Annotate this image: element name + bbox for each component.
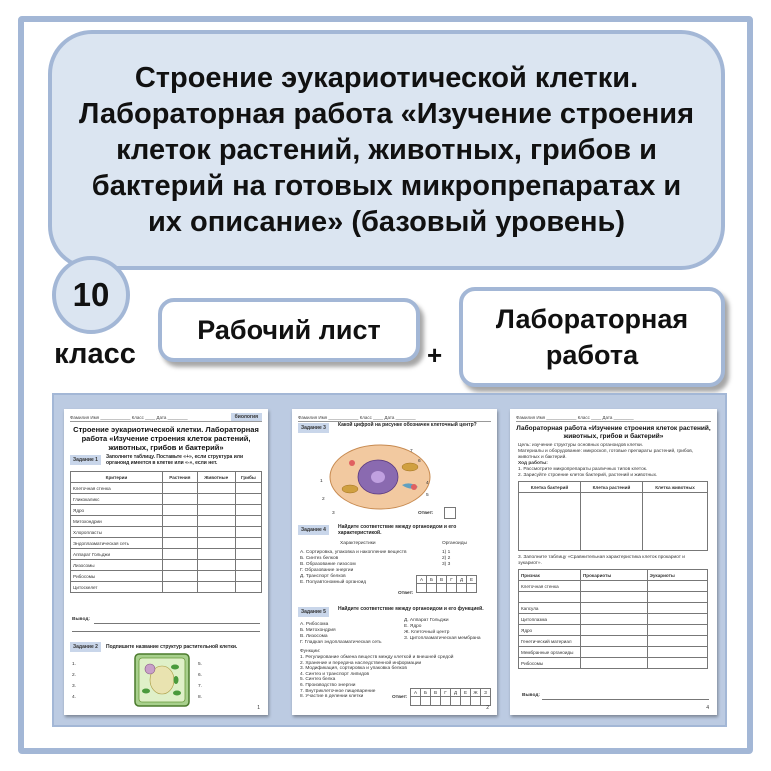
- table-cell: Мембранные органоиды: [519, 647, 581, 658]
- list-item: Г. Гладкая эндоплазматическая сеть: [300, 640, 382, 645]
- grid-cell: [451, 697, 461, 706]
- answer-label: Ответ:: [398, 591, 414, 596]
- table-cell: [235, 582, 261, 593]
- characteristics-list: [300, 550, 430, 586]
- grid-cell: [441, 697, 451, 706]
- table-cell: [235, 483, 261, 494]
- table-row: [519, 625, 708, 636]
- grid-cell: [457, 584, 467, 593]
- table-cell: [647, 647, 707, 658]
- table-cell: Митохондрии: [71, 516, 163, 527]
- task-label: Задание 3: [298, 423, 329, 433]
- figure-number: 4: [426, 481, 429, 486]
- grid-letter: В: [431, 689, 441, 697]
- table-header: Растения: [163, 472, 198, 483]
- table-cell: [647, 636, 707, 647]
- table-row: [411, 689, 491, 697]
- table-row: [519, 636, 708, 647]
- table-cell: [235, 516, 261, 527]
- table-cell: [647, 614, 707, 625]
- page-title: Лабораторная работа «Изучение строения клеток растений, животных, грибов и бактерий»: [516, 425, 711, 440]
- list-item: 1. Регулирование обмена веществ между клеткой и внешней средой: [300, 655, 454, 660]
- table-header: Клетка животных: [643, 482, 708, 493]
- table-cell: Цитоплазма: [519, 614, 581, 625]
- list-item: 4. Синтез и транспорт липидов: [300, 671, 370, 677]
- list-item: 6. Производство энергии: [300, 682, 356, 688]
- list-item: 5. Синтез белка: [300, 677, 336, 683]
- organoids-right: [404, 618, 490, 642]
- table-cell: [197, 516, 235, 527]
- figure-number: 3: [332, 511, 335, 516]
- list-item: 3.: [72, 684, 77, 689]
- functions-title: Функции:: [300, 649, 321, 654]
- table-row: [71, 505, 262, 516]
- grid-cell: [437, 584, 447, 593]
- labels-left: [72, 659, 76, 703]
- list-item: Д. Транспорт белков: [300, 574, 346, 579]
- answer-line: [72, 631, 260, 632]
- list-item: 2) 2: [442, 556, 451, 561]
- figure-number: 2: [322, 497, 325, 502]
- table-cell: [647, 658, 707, 669]
- table-cell: [581, 614, 648, 625]
- list-item: 2. Хранение и передача наследственной информации: [300, 660, 422, 666]
- table-cell: [581, 625, 648, 636]
- table-row: [71, 582, 262, 593]
- answer-grid: [416, 575, 477, 593]
- list-item: 5.: [198, 662, 203, 667]
- page-number: 1: [257, 705, 260, 711]
- grid-cell: [471, 697, 481, 706]
- task-text: Найдите соответствие между органоидом и его функцией.: [338, 606, 484, 612]
- list-item: 3) 3: [442, 562, 451, 567]
- table-row: [519, 614, 708, 625]
- grid-letter: Б: [421, 689, 431, 697]
- page-header: Фамилия Имя ____________ Класс ____ Дата ________: [516, 415, 711, 422]
- progress-title: Ход работы:: [518, 461, 548, 466]
- list-item: Б. Синтез белков: [300, 556, 339, 561]
- table-cell: [197, 560, 235, 571]
- table-header: Животные: [197, 472, 235, 483]
- grid-cell: [461, 697, 471, 706]
- column-header: Характеристики: [340, 541, 376, 546]
- table-cell: Лизосомы: [71, 560, 163, 571]
- table-row: [519, 658, 708, 669]
- table-cell: [163, 582, 198, 593]
- table-cell: [197, 571, 235, 582]
- table-header: Прокариоты: [581, 570, 648, 581]
- list-item: 2. Зарисуйте строение клеток бактерий, растений и животных.: [518, 473, 658, 478]
- grid-cell: [411, 697, 421, 706]
- grid-cell: [467, 584, 477, 593]
- answer-label: Ответ:: [418, 511, 434, 516]
- table-row: [71, 549, 262, 560]
- table-row: [71, 560, 262, 571]
- list-item: З. Цитоплазматическая мембрана: [404, 636, 481, 641]
- table-cell: [647, 625, 707, 636]
- table-cell: Клеточная стенка: [71, 483, 163, 494]
- table-cell: [163, 505, 198, 516]
- table-header: Клетка растений: [580, 482, 642, 493]
- table-cell: [647, 592, 707, 603]
- conclusion-label: Вывод:: [72, 617, 90, 622]
- title-panel: [48, 30, 725, 270]
- figure-numbers: [314, 439, 444, 517]
- plus-sign: +: [427, 340, 443, 370]
- task-label: Задание 4: [298, 525, 329, 535]
- table-cell: Рибосомы: [519, 658, 581, 669]
- answer-line: [94, 623, 260, 624]
- table-cell: Эндоплазматическая сеть: [71, 538, 163, 549]
- materials-text: Материалы и оборудование: микроскоп, готовые препараты растений, грибов, животных и бактерий.: [518, 449, 694, 460]
- table-cell: [163, 527, 198, 538]
- answer-label: Ответ:: [392, 695, 408, 700]
- list-item: 4.: [72, 695, 77, 700]
- grid-letter: А: [411, 689, 421, 697]
- table-cell: [235, 571, 261, 582]
- task-label: Задание 2: [70, 642, 101, 652]
- grid-letter: Д: [457, 576, 467, 584]
- task-text: Подпишите название структур растительной клетки.: [106, 644, 238, 650]
- table-cell: [163, 560, 198, 571]
- list-item: 1) 1: [442, 550, 451, 555]
- list-item: 1.: [72, 662, 77, 667]
- task-text: Какой цифрой на рисунке обозначен клеточный центр?: [338, 422, 477, 428]
- organoids-left: [300, 622, 382, 646]
- grid-cell: [447, 584, 457, 593]
- table-cell: [647, 581, 707, 592]
- table-cell: [581, 581, 648, 592]
- table-row: [417, 576, 477, 584]
- figure-number: 6: [418, 459, 421, 464]
- list-item: Е. Ядро: [404, 624, 422, 629]
- step-text: 3. Заполните таблицу «Сравнительная характеристика клеток прокариот и эукариот».: [518, 555, 685, 566]
- worksheet-page-1: [64, 409, 268, 715]
- table-cell: [235, 549, 261, 560]
- criteria-table: [70, 471, 262, 593]
- goal-text: Цель: изучение структуры основных органоидов клетки.: [518, 443, 644, 448]
- table-cell: Ядро: [71, 505, 163, 516]
- table-cell: [163, 549, 198, 560]
- page-number: 4: [706, 705, 709, 711]
- table-cell: Ядро: [519, 625, 581, 636]
- table-row: [71, 538, 262, 549]
- list-item: 2.: [72, 673, 77, 678]
- grid-cell: [427, 584, 437, 593]
- table-header: Грибы: [235, 472, 261, 483]
- list-item: 7. Внутриклеточное пищеварение: [300, 688, 376, 694]
- table-cell: Капсула: [519, 603, 581, 614]
- figure-number: 5: [426, 493, 429, 498]
- list-item: А. Рибосома: [300, 622, 329, 627]
- grid-letter: Ж: [471, 689, 481, 697]
- table-cell: [197, 538, 235, 549]
- table-cell: [163, 538, 198, 549]
- figure-number: 1: [320, 479, 323, 484]
- table-cell: [581, 658, 648, 669]
- grid-letter: Д: [451, 689, 461, 697]
- list-item: 8. Участие в делении клетки: [300, 694, 364, 700]
- table-header: Признак: [519, 570, 581, 581]
- table-cell: [647, 603, 707, 614]
- table-cell: Гликокаликс: [71, 494, 163, 505]
- table-row: [71, 571, 262, 582]
- table-cell: [163, 516, 198, 527]
- grid-letter: В: [437, 576, 447, 584]
- list-item: А. Сортировка, упаковка и накопление веществ: [300, 550, 407, 555]
- answer-grid: [410, 688, 491, 706]
- table-cell: [197, 582, 235, 593]
- task-text: Заполните таблицу. Поставьте «+», если структура или органоид имеется в клетке или «-», если нет.: [106, 454, 244, 466]
- table-row: [417, 584, 477, 593]
- table-row: [71, 516, 262, 527]
- table-row: [411, 697, 491, 706]
- table-row: [71, 527, 262, 538]
- table-cell: [197, 483, 235, 494]
- table-row: [519, 647, 708, 658]
- list-item: Ж. Клеточный центр: [404, 630, 450, 635]
- page-title: Строение эукариотической клетки. Лабораторная работа «Изучение строения клеток растений, животных, грибов и бактерий на готовых микропрепаратах и их описание» (базовый уровень): [78, 62, 695, 238]
- worksheet-page-2: [292, 409, 497, 715]
- conclusion-label: Вывод:: [522, 693, 540, 698]
- table-cell: [581, 636, 648, 647]
- table-cell: Цитоскелет: [71, 582, 163, 593]
- preview-strip: [52, 393, 727, 727]
- table-cell: [163, 494, 198, 505]
- table-header: Критерии: [71, 472, 163, 483]
- list-item: В. Образование лизосом: [300, 562, 356, 567]
- table-row: [519, 592, 708, 603]
- page-title: Строение эукариотической клетки. Лабораторная работа «Изучение строения клеток растений, животных, грибов и бактерий»: [73, 425, 259, 452]
- grid-cell: [417, 584, 427, 593]
- table-cell: [581, 603, 648, 614]
- subject-tag: биология: [231, 413, 262, 421]
- table-cell: [197, 505, 235, 516]
- table-cell: Аппарат Гольджи: [71, 549, 163, 560]
- list-item: 7.: [198, 684, 203, 689]
- table-cell: [197, 494, 235, 505]
- list-item: Д. Аппарат Гольджи: [404, 618, 449, 623]
- list-item: В. Лизосома: [300, 634, 328, 639]
- table-row: [519, 581, 708, 592]
- table-cell: Хлоропласты: [71, 527, 163, 538]
- table-cell: [581, 647, 648, 658]
- list-item: 1. Рассмотрите микропрепараты различных типов клеток.: [518, 467, 648, 472]
- table-cell: [235, 505, 261, 516]
- table-cell: [197, 527, 235, 538]
- grid-letter: Е: [467, 576, 477, 584]
- compare-table: [518, 569, 708, 669]
- answer-line: [542, 699, 709, 700]
- table-header: Эукариоты: [647, 570, 707, 581]
- grid-cell: [431, 697, 441, 706]
- list-item: 3. Модификация, сортировка и упаковка белков: [300, 666, 407, 672]
- worksheet-page-3: [510, 409, 717, 715]
- list-item: 6.: [198, 673, 203, 678]
- task-label: Задание 5: [298, 607, 329, 617]
- labels-right: [198, 659, 202, 703]
- plant-cell-illustration: [134, 653, 190, 707]
- table-cell: [163, 483, 198, 494]
- table-cell: Клеточная стенка: [519, 581, 581, 592]
- table-header: Клетка бактерий: [519, 482, 581, 493]
- organoids-list: [442, 550, 450, 568]
- grid-letter: Е: [461, 689, 471, 697]
- drawing-table: [518, 481, 708, 551]
- answer-box: [444, 507, 456, 519]
- table-cell: [235, 527, 261, 538]
- list-item: 8.: [198, 695, 203, 700]
- table-cell: Рибосомы: [71, 571, 163, 582]
- task-text: Найдите соответствие между органоидом и его характеристикой.: [338, 524, 457, 536]
- table-cell: [235, 538, 261, 549]
- grade-number-badge: 10: [52, 256, 130, 334]
- table-cell: Генетический материал: [519, 636, 581, 647]
- table-cell: [197, 549, 235, 560]
- list-item: Б. Митохондрия: [300, 628, 336, 633]
- grid-letter: Б: [427, 576, 437, 584]
- figure-number: 7: [410, 449, 413, 454]
- page-header: Фамилия Имя ____________ Класс ____ Дата ________: [70, 415, 262, 422]
- table-row: [71, 483, 262, 494]
- page-number: 2: [486, 705, 489, 711]
- steps-list: [518, 467, 708, 479]
- grid-letter: А: [417, 576, 427, 584]
- grid-cell: [421, 697, 431, 706]
- grid-letter: З: [481, 689, 491, 697]
- grid-letter: Г: [447, 576, 457, 584]
- table-row: [71, 494, 262, 505]
- table-cell: [519, 592, 581, 603]
- list-item: Е. Полуавтономный органоид: [300, 580, 367, 585]
- grade-label: класс: [54, 338, 136, 370]
- table-cell: [581, 592, 648, 603]
- table-cell: [163, 571, 198, 582]
- table-cell: [235, 560, 261, 571]
- task-label: Задание 1: [70, 455, 101, 465]
- table-row: [519, 603, 708, 614]
- grid-letter: Г: [441, 689, 451, 697]
- lab-work-badge: Лабораторная работа: [459, 287, 725, 387]
- table-cell: [235, 494, 261, 505]
- worksheet-badge: Рабочий лист: [158, 298, 420, 362]
- page-header: Фамилия Имя ____________ Класс ____ Дата ________: [298, 415, 491, 422]
- column-header: Органоиды: [442, 541, 467, 546]
- list-item: Г. Образование энергии: [300, 568, 354, 573]
